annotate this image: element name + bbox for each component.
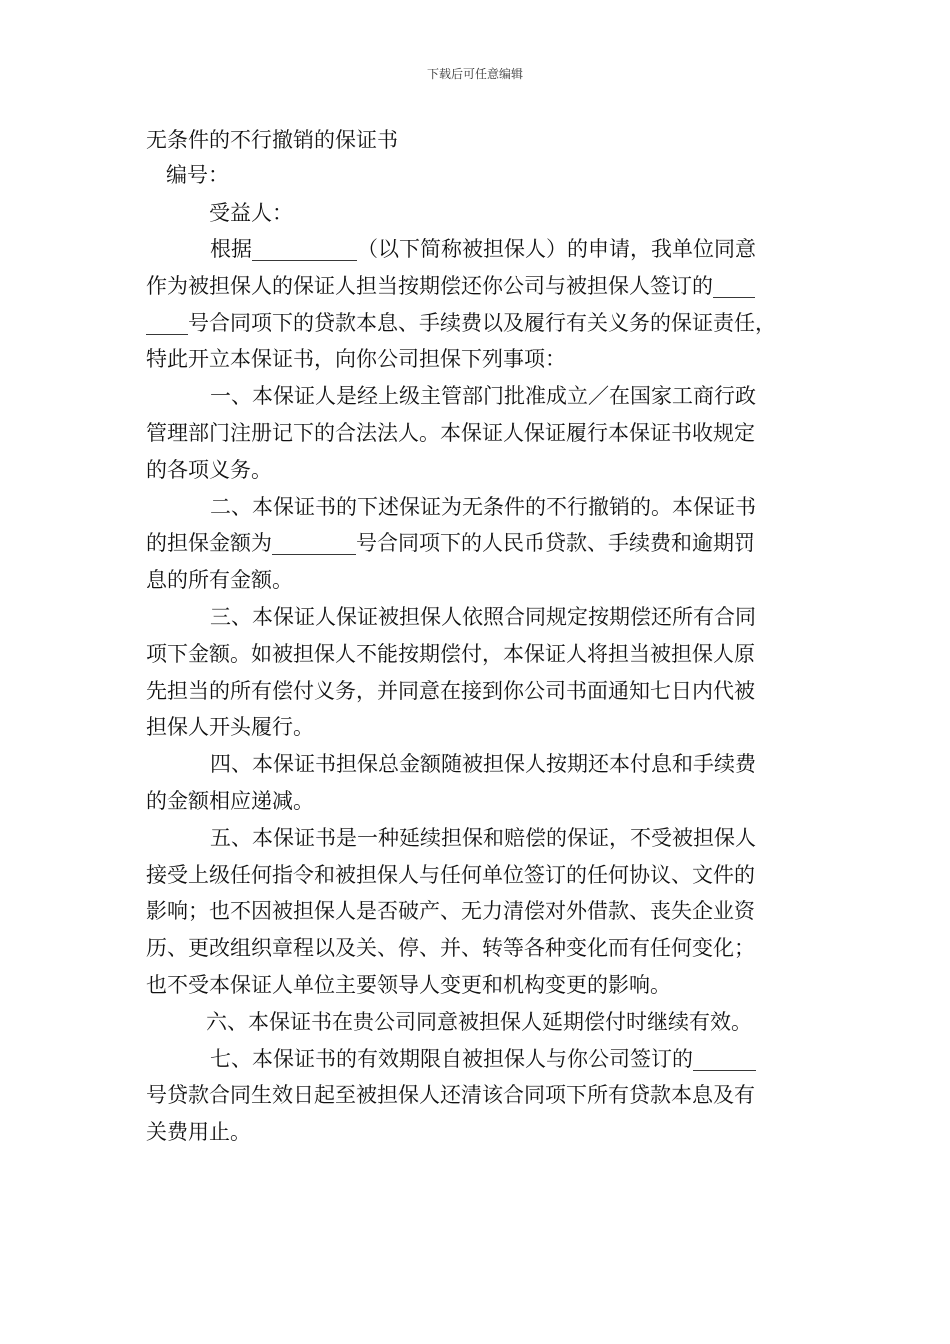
body-line: 担保人开头履行。 bbox=[146, 715, 314, 740]
body-line: 号贷款合同生效日起至被担保人还清该合同项下所有贷款本息及有 bbox=[146, 1083, 755, 1108]
document-body bbox=[146, 231, 806, 1151]
document-title: 无条件的不行撤销的保证书 bbox=[146, 128, 398, 152]
body-line: 也不受本保证人单位主要领导人变更和机构变更的影响。 bbox=[146, 972, 671, 997]
body-line: 根据__________（以下简称被担保人）的申请，我单位同意 bbox=[210, 237, 756, 261]
body-line: 历、更改组织章程以及关、停、并、转等各种变化而有任何变化； bbox=[146, 936, 755, 961]
body-line: 七、本保证书的有效期限自被担保人与你公司签订的______ bbox=[210, 1046, 756, 1071]
body-line: 六、本保证书在贵公司同意被担保人延期偿付时继续有效。 bbox=[206, 1009, 752, 1034]
body-line: 作为被担保人的保证人担当按期偿还你公司与被担保人签订的____ bbox=[146, 273, 755, 298]
document-number-label: 编号： bbox=[166, 163, 229, 187]
body-line: 管理部门注册记下的合法法人。本保证人保证履行本保证书收规定 bbox=[146, 420, 755, 445]
body-line: 项下金额。如被担保人不能按期偿付，本保证人将担当被担保人原 bbox=[146, 641, 755, 666]
beneficiary-label: 受益人： bbox=[209, 201, 293, 225]
body-line: 接受上级任何指令和被担保人与任何单位签订的任何协议、文件的 bbox=[146, 862, 755, 887]
body-line: 的各项义务。 bbox=[146, 457, 272, 482]
body-line: 二、本保证书的下述保证为无条件的不行撤销的。本保证书 bbox=[210, 494, 756, 519]
body-line: 先担当的所有偿付义务，并同意在接到你公司书面通知七日内代被 bbox=[146, 678, 755, 703]
page-header: 下载后可任意编辑 bbox=[426, 67, 523, 81]
body-line: 影响；也不因被担保人是否破产、无力清偿对外借款、丧失企业资 bbox=[146, 899, 755, 924]
body-line: 的担保金额为________号合同项下的人民币贷款、手续费和逾期罚 bbox=[146, 531, 755, 556]
body-line: 一、本保证人是经上级主管部门批准成立／在国家工商行政 bbox=[210, 384, 756, 409]
body-line: ____号合同项下的贷款本息、手续费以及履行有关义务的保证责任， bbox=[146, 310, 776, 335]
body-line: 五、本保证书是一种延续担保和赔偿的保证，不受被担保人 bbox=[210, 825, 756, 850]
body-line: 三、本保证人保证被担保人依照合同规定按期偿还所有合同 bbox=[210, 604, 756, 629]
body-line: 的金额相应递减。 bbox=[146, 788, 314, 813]
body-line: 关费用止。 bbox=[146, 1120, 251, 1145]
body-line: 四、本保证书担保总金额随被担保人按期还本付息和手续费 bbox=[210, 752, 756, 777]
body-line: 特此开立本保证书，向你公司担保下列事项： bbox=[146, 347, 566, 372]
body-line: 息的所有金额。 bbox=[146, 568, 293, 593]
